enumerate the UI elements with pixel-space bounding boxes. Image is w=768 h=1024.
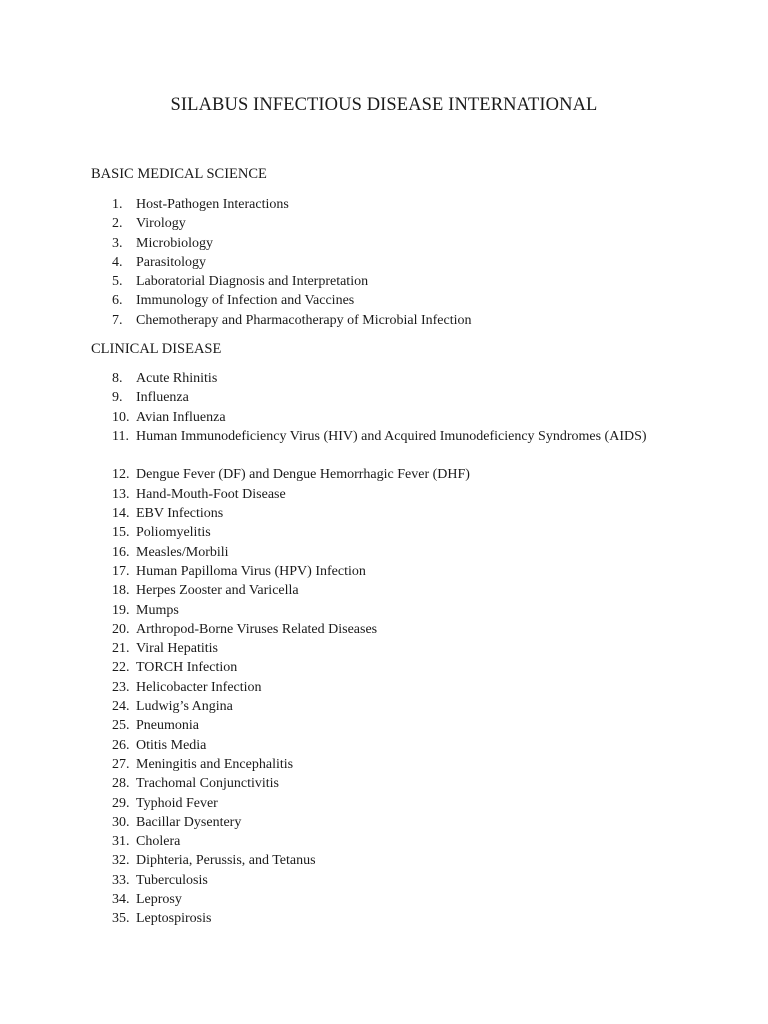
item-number: 2. — [112, 216, 123, 232]
list-item — [0, 523, 768, 542]
item-text: Laboratorial Diagnosis and Interpretation — [136, 274, 369, 290]
list-item — [0, 639, 768, 658]
list-item — [0, 813, 768, 832]
list-item — [0, 465, 768, 484]
list-item — [0, 716, 768, 735]
item-number: 22. — [112, 660, 130, 676]
item-text: Typhoid Fever — [136, 795, 218, 811]
item-number: 28. — [112, 776, 130, 792]
list-item — [0, 253, 768, 272]
list-item — [0, 195, 768, 214]
list-item — [0, 369, 768, 388]
item-number: 17. — [112, 563, 130, 579]
list-item — [0, 311, 768, 330]
item-number: 32. — [112, 853, 130, 869]
item-number: 12. — [112, 467, 130, 483]
list-item — [0, 697, 768, 716]
item-number: 23. — [112, 679, 130, 695]
item-text: Mumps — [136, 602, 179, 618]
list-item — [0, 871, 768, 890]
list-item — [0, 832, 768, 851]
item-number: 30. — [112, 814, 130, 830]
list-item — [0, 562, 768, 581]
item-text: Poliomyelitis — [136, 525, 211, 541]
item-number: 29. — [112, 795, 130, 811]
item-number: 5. — [112, 274, 123, 290]
item-number: 19. — [112, 602, 130, 618]
item-text: Human Papilloma Virus (HPV) Infection — [136, 563, 366, 579]
item-text: Herpes Zooster and Varicella — [136, 583, 299, 599]
section-heading-clinical-disease: CLINICAL DISEASE — [91, 341, 222, 357]
item-number: 25. — [112, 718, 130, 734]
item-text: Avian Influenza — [136, 409, 226, 425]
list-item — [0, 851, 768, 870]
list-item — [0, 890, 768, 909]
list-item — [0, 485, 768, 504]
item-text: Viral Hepatitis — [136, 641, 218, 657]
item-number: 13. — [112, 486, 130, 502]
list-item — [0, 388, 768, 407]
item-text: Hand-Mouth-Foot Disease — [136, 486, 286, 502]
item-text: Otitis Media — [136, 737, 207, 753]
item-text: Bacillar Dysentery — [136, 814, 242, 830]
list-item — [0, 794, 768, 813]
item-text: Human Immunodeficiency Virus (HIV) and Acquired Imunodeficiency Syndromes (AIDS) — [136, 428, 647, 444]
item-number: 18. — [112, 583, 130, 599]
item-number: 26. — [112, 737, 130, 753]
item-number: 6. — [112, 293, 123, 309]
item-number: 8. — [112, 371, 123, 386]
basic-medical-science-list — [0, 195, 768, 330]
item-number: 24. — [112, 699, 130, 715]
item-number: 31. — [112, 834, 130, 850]
item-number: 20. — [112, 621, 130, 637]
item-text: Host-Pathogen Interactions — [136, 197, 289, 212]
item-number: 10. — [112, 409, 130, 425]
item-text: EBV Infections — [136, 506, 224, 522]
item-text: Trachomal Conjunctivitis — [136, 776, 279, 792]
item-number: 14. — [112, 506, 130, 522]
list-item — [0, 272, 768, 291]
item-number: 3. — [112, 235, 123, 251]
list-item — [0, 909, 768, 928]
list-item — [0, 234, 768, 253]
item-text: Influenza — [136, 390, 189, 406]
item-text: Diphteria, Perussis, and Tetanus — [136, 853, 316, 869]
list-item — [0, 543, 768, 562]
item-number: 34. — [112, 892, 130, 908]
item-text: Parasitology — [136, 254, 206, 270]
item-number: 33. — [112, 872, 130, 888]
list-item — [0, 678, 768, 697]
item-text: Microbiology — [136, 235, 213, 251]
list-item — [0, 214, 768, 233]
list-item — [0, 504, 768, 523]
item-text: Arthropod-Borne Viruses Related Diseases — [136, 621, 378, 637]
item-text: Tuberculosis — [136, 872, 208, 888]
item-text: Chemotherapy and Pharmacotherapy of Microbial Infection — [136, 312, 472, 328]
item-text: Meningitis and Encephalitis — [136, 756, 294, 772]
item-text: Acute Rhinitis — [136, 371, 218, 386]
list-item — [0, 736, 768, 755]
item-number: 7. — [112, 312, 123, 328]
list-item — [0, 620, 768, 639]
item-number: 1. — [112, 197, 123, 212]
item-text: Leprosy — [136, 892, 182, 908]
list-item — [0, 427, 768, 466]
list-item — [0, 601, 768, 620]
list-item — [0, 408, 768, 427]
item-text: TORCH Infection — [136, 660, 238, 676]
item-number: 11. — [112, 428, 129, 444]
item-number: 9. — [112, 390, 123, 406]
item-text: Pneumonia — [136, 718, 199, 734]
item-number: 35. — [112, 911, 130, 927]
item-number: 27. — [112, 756, 130, 772]
item-text: Immunology of Infection and Vaccines — [136, 293, 355, 309]
clinical-disease-list — [0, 369, 768, 929]
item-text: Helicobacter Infection — [136, 679, 262, 695]
item-text: Cholera — [136, 834, 181, 850]
section-heading-basic-medical-science: BASIC MEDICAL SCIENCE — [91, 166, 267, 182]
list-item — [0, 755, 768, 774]
item-number: 16. — [112, 544, 130, 560]
item-text: Virology — [136, 216, 186, 232]
list-item — [0, 291, 768, 310]
item-number: 15. — [112, 525, 130, 541]
document-title: SILABUS INFECTIOUS DISEASE INTERNATIONAL — [170, 95, 598, 115]
item-number: 21. — [112, 641, 130, 657]
item-text: Dengue Fever (DF) and Dengue Hemorrhagic Fever (DHF) — [136, 467, 470, 483]
item-text: Ludwig’s Angina — [136, 699, 233, 715]
item-text: Measles/Morbili — [136, 544, 229, 560]
list-item — [0, 774, 768, 793]
item-text: Leptospirosis — [136, 911, 212, 927]
item-number: 4. — [112, 254, 123, 270]
list-item — [0, 581, 768, 600]
list-item — [0, 658, 768, 677]
